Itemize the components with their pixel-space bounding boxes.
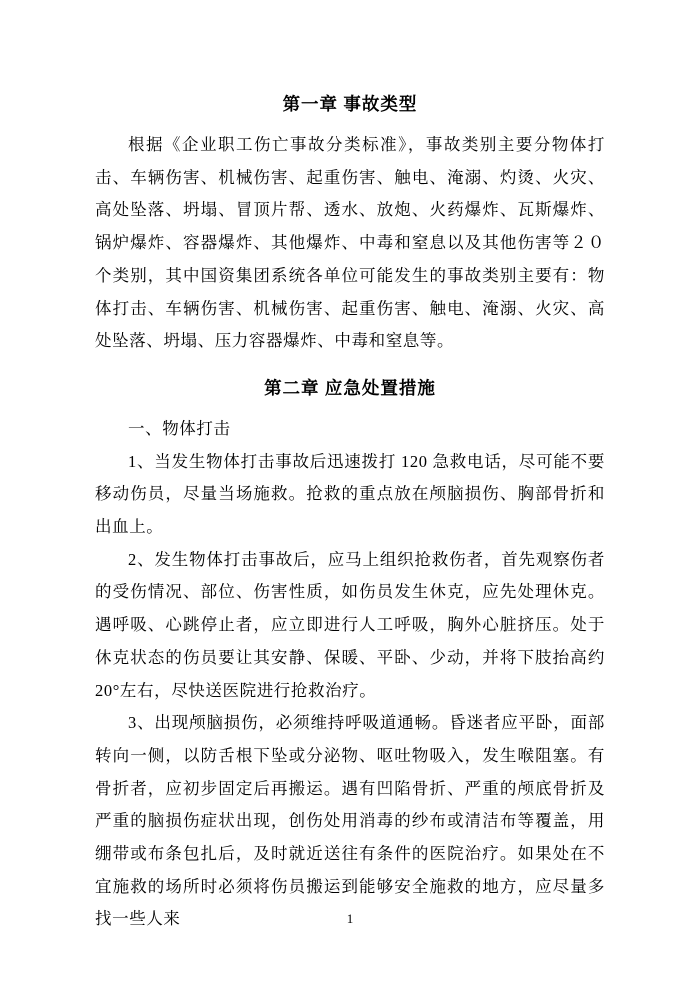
chapter-2-paragraph-1: 1、当发生物体打击事故后迅速拨打 120 急救电话，尽可能不要移动伤员，尽量当场施救。抢救的重点放在颅脑损伤、胸部骨折和出血上。 <box>95 451 605 537</box>
chapter-2-paragraph-3: 3、出现颅脑损伤，必须维持呼吸道通畅。昏迷者应平卧，面部转向一侧，以防舌根下坠或分泌物、呕吐物吸入，发生喉阻塞。有骨折者，应初步固定后再搬运。遇有凹陷骨折、严重的颅底骨折及严重的脑损伤症状出现，创伤处用消毒的纱布或清洁布等覆盖，用绷带或布条包扎后，及时就近送往有条件的医院治疗。如果处在不宜施救的场所时必须将伤员搬运到能够安全施救的地方，应尽量多找一些人来 <box>95 713 605 929</box>
chapter-1-paragraph-1: 根据《企业职工伤亡事故分类标准》，事故类别主要分物体打击、车辆伤害、机械伤害、起重伤害、触电、淹溺、灼烫、火灾、高处坠落、坍塌、冒顶片帮、透水、放炮、火药爆炸、瓦斯爆炸、锅炉爆炸、容器爆炸、其他爆炸、中毒和窒息以及其他伤害等２０个类别，其中国资集团系统各单位可能发生的事故类别主要有：物体打击、车辆伤害、机械伤害、起重伤害、触电、淹溺、火灾、高处坠落、坍塌、压力容器爆炸、中毒和窒息等。 <box>95 135 605 351</box>
section-heading-object-strike: 一、物体打击 <box>128 418 231 438</box>
document-content <box>95 88 605 936</box>
chapter-1-title: 第一章 事故类型 <box>282 94 418 114</box>
page-number: 1 <box>346 911 354 926</box>
chapter-2-title: 第二章 应急处置措施 <box>264 377 436 398</box>
chapter-2-paragraph-2: 2、发生物体打击事故后，应马上组织抢救伤者，首先观察伤者的受伤情况、部位、伤害性质，如伤员发生休克，应先处理休克。遇呼吸、心跳停止者，应立即进行人工呼吸，胸外心脏挤压。处于休克状态的伤员要让其安静、保暖、平卧、少动，并将下肢抬高约 20°左右，尽快送医院进行抢救治疗。 <box>95 549 605 700</box>
